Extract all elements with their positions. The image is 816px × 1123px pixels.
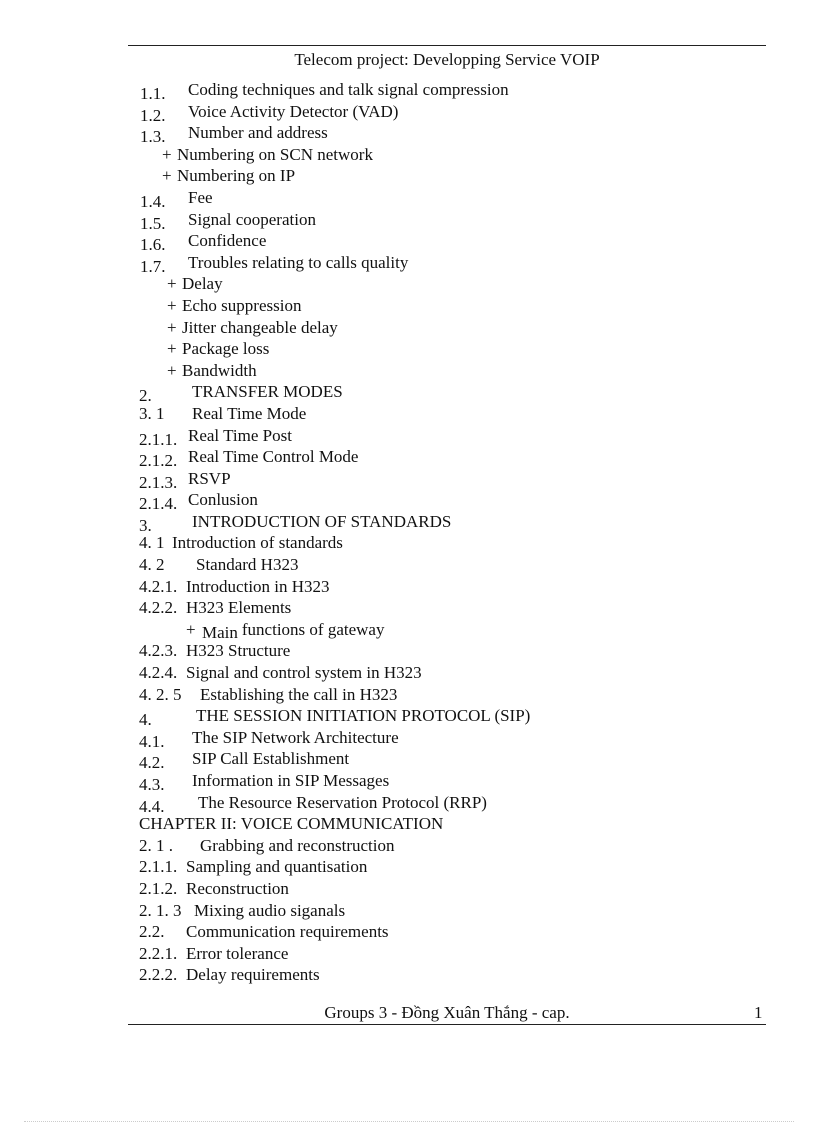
toc-line xyxy=(0,662,816,684)
toc-line xyxy=(0,943,816,965)
toc-line xyxy=(0,900,816,922)
toc-text: Fee xyxy=(188,187,213,207)
toc-number: + xyxy=(167,339,177,359)
toc-line xyxy=(0,252,816,274)
toc-number: 1.2. xyxy=(140,105,166,125)
toc-line xyxy=(0,640,816,662)
toc-line xyxy=(0,425,816,447)
toc-number: 3. 1 xyxy=(139,403,165,423)
toc-number: 4.1. xyxy=(139,731,165,751)
toc-number: + xyxy=(186,619,196,639)
toc-number: 4. 1 xyxy=(139,533,165,553)
toc-number: 4.2.3. xyxy=(139,641,178,661)
toc-line xyxy=(0,446,816,471)
toc-text: Numbering on SCN network xyxy=(177,144,373,164)
toc-number: 1.5. xyxy=(140,213,166,233)
toc-line xyxy=(0,79,816,101)
toc-text: Coding techniques and talk signal compression xyxy=(188,80,509,99)
toc-number: 4.3. xyxy=(139,775,165,794)
toc-line xyxy=(0,381,816,406)
toc-text: Error tolerance xyxy=(186,943,289,963)
toc-text: Package loss xyxy=(182,339,270,359)
toc-text: Bandwidth xyxy=(182,360,257,380)
toc-number: 4.2.4. xyxy=(139,663,178,683)
toc-text-rest: functions of gateway xyxy=(241,619,385,639)
toc-text: Voice Activity Detector (VAD) xyxy=(188,101,399,121)
toc-line xyxy=(0,187,816,209)
toc-line xyxy=(0,964,816,986)
toc-number: 4.4. xyxy=(139,796,165,816)
toc-line xyxy=(0,856,816,878)
toc-text: Signal cooperation xyxy=(188,209,316,229)
toc-number: 1.3. xyxy=(140,127,166,147)
toc-line xyxy=(0,727,816,749)
footer-text: Groups 3 - Đồng Xuân Thắng - cap. xyxy=(324,1003,570,1022)
toc-text: Grabbing and reconstruction xyxy=(200,835,395,855)
toc-text: Numbering on IP xyxy=(177,166,296,186)
toc-line xyxy=(0,705,816,730)
toc-number: + xyxy=(162,166,172,186)
toc-number: + xyxy=(167,274,177,294)
toc-number: 4. 2 xyxy=(139,555,165,575)
toc-line xyxy=(0,403,816,425)
toc-number: 2. 1 . xyxy=(139,835,173,855)
toc-number: 4.2.2. xyxy=(139,598,178,618)
toc-text: Sampling and quantisation xyxy=(186,857,368,877)
toc-line xyxy=(0,295,816,317)
toc-number: + xyxy=(167,360,177,380)
toc-number: 2. 1. 3 xyxy=(139,900,182,920)
toc-number: 2.2. xyxy=(139,922,165,942)
toc-number: 1.1. xyxy=(140,84,166,103)
toc-number: 3. xyxy=(139,515,152,535)
toc-text: Establishing the call in H323 xyxy=(200,684,398,704)
toc-number: 4.2.1. xyxy=(139,576,178,596)
toc-number: 2.1.1. xyxy=(139,429,178,449)
toc-text: Delay requirements xyxy=(186,965,320,985)
toc-line xyxy=(0,597,816,619)
toc-line xyxy=(0,619,816,641)
toc-line xyxy=(0,748,816,773)
toc-number: + xyxy=(162,144,172,164)
toc-line xyxy=(0,792,816,814)
toc-text: Number and address xyxy=(188,123,328,143)
toc-text: Real Time Post xyxy=(188,425,292,445)
toc-number: 1.7. xyxy=(140,256,166,276)
toc-line xyxy=(0,273,816,295)
toc-text: Troubles relating to calls quality xyxy=(188,252,409,272)
toc-text: Real Time Mode xyxy=(192,403,307,423)
toc-text: Mixing audio siganals xyxy=(194,900,346,920)
toc-line xyxy=(0,532,816,554)
toc-text: Reconstruction xyxy=(186,878,289,898)
toc-number: 2. xyxy=(139,386,152,406)
page-number: 1 xyxy=(754,1003,763,1022)
toc-number: 2.1.1. xyxy=(139,857,178,877)
footer-rule xyxy=(128,1024,766,1025)
toc-text: RSVP xyxy=(188,468,231,488)
toc-line xyxy=(0,921,816,943)
toc-number: 2.2.2. xyxy=(139,965,178,985)
page-bottom-border xyxy=(24,1121,794,1122)
toc-line xyxy=(0,338,816,360)
toc-text: Jitter changeable delay xyxy=(182,317,338,337)
toc-line xyxy=(0,209,816,231)
toc-text: Real Time Control Mode xyxy=(188,447,359,467)
toc-line xyxy=(0,317,816,339)
toc-number: 2.1.3. xyxy=(139,472,178,492)
toc-line xyxy=(0,144,816,166)
toc-text: Standard H323 xyxy=(196,555,299,575)
toc-text: Echo suppression xyxy=(182,295,302,315)
toc-text xyxy=(202,619,384,641)
toc-line xyxy=(0,230,816,255)
toc-number: 4. 2. 5 xyxy=(139,684,182,704)
toc-number: 4. xyxy=(139,710,152,730)
toc-line xyxy=(0,770,816,792)
toc-number: 2.1.4. xyxy=(139,494,178,514)
toc-number: + xyxy=(167,295,177,315)
toc-text: Introduction of standards xyxy=(172,533,343,553)
toc-line xyxy=(0,554,816,576)
toc-number: 1.6. xyxy=(140,235,166,255)
toc-number: 1.4. xyxy=(140,191,166,211)
toc-text: INTRODUCTION OF STANDARDS xyxy=(192,511,452,531)
toc-line xyxy=(0,165,816,187)
toc-number: 4.2. xyxy=(139,753,165,773)
toc-line xyxy=(0,835,816,857)
toc-text: Signal and control system in H323 xyxy=(186,663,422,683)
toc-line xyxy=(0,813,816,835)
toc-line xyxy=(0,122,816,147)
toc-text: CHAPTER II: VOICE COMMUNICATION xyxy=(139,814,444,834)
toc-text: Delay xyxy=(182,274,223,294)
toc-text: THE SESSION INITIATION PROTOCOL (SIP) xyxy=(196,706,531,726)
toc-line xyxy=(0,878,816,900)
toc-text-subscript: Main xyxy=(202,622,238,642)
toc-text: Introduction in H323 xyxy=(186,576,330,596)
toc-text: The Resource Reservation Protocol (RRP) xyxy=(198,792,487,812)
toc-text: Information in SIP Messages xyxy=(192,771,390,790)
toc-line xyxy=(0,489,816,514)
toc-text: The SIP Network Architecture xyxy=(192,727,399,747)
header-title: Telecom project: Developping Service VOIP xyxy=(294,50,600,69)
toc-text: Conlusion xyxy=(188,490,258,510)
toc-text: H323 Elements xyxy=(186,598,292,618)
toc-number: 2.2.1. xyxy=(139,943,178,963)
toc-line xyxy=(0,360,816,382)
toc-line xyxy=(0,511,816,533)
toc-line xyxy=(0,468,816,490)
toc-line xyxy=(0,576,816,598)
toc-number: + xyxy=(167,317,177,337)
toc-text: Communication requirements xyxy=(186,922,389,942)
toc-number: 2.1.2. xyxy=(139,451,178,471)
toc-line xyxy=(0,684,816,706)
toc-text: SIP Call Establishment xyxy=(192,749,350,769)
toc-text: TRANSFER MODES xyxy=(192,382,343,402)
toc-line xyxy=(0,101,816,123)
toc-text: Confidence xyxy=(188,231,267,251)
table-of-contents xyxy=(0,79,816,986)
header-rule xyxy=(128,45,766,46)
toc-text: H323 Structure xyxy=(186,641,291,661)
toc-number: 2.1.2. xyxy=(139,878,178,898)
